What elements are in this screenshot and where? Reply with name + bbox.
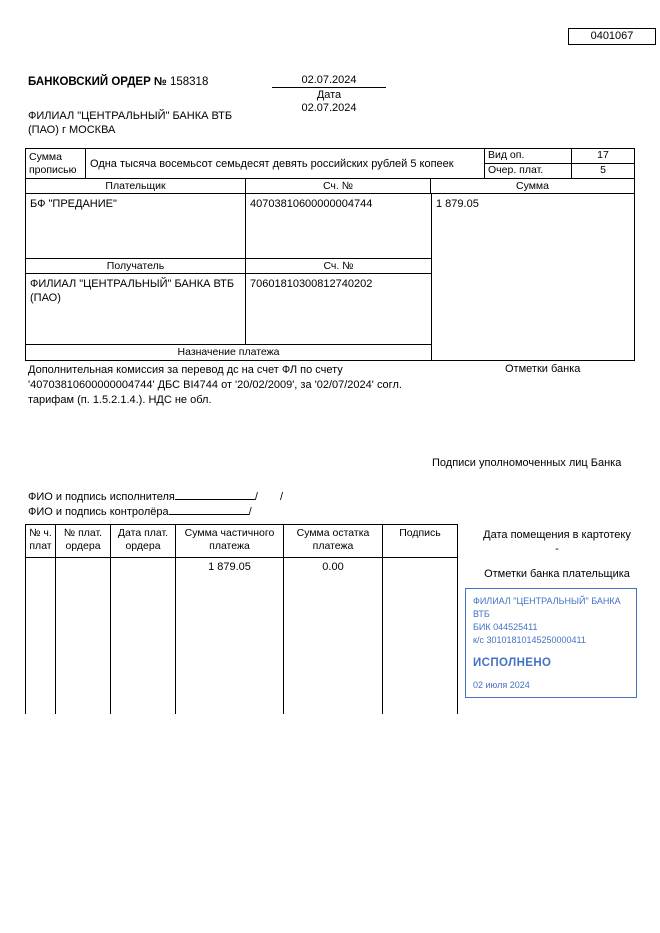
payee-header: Получатель: [26, 259, 246, 273]
sum-value: 1 879.05: [431, 194, 634, 360]
payer-row: [26, 194, 431, 259]
amount-label-line2: прописью: [29, 164, 77, 177]
payee-account-header: Сч. №: [323, 260, 354, 272]
purpose-header: Назначение платежа: [177, 346, 280, 358]
col-header-partial-sum: Сумма частичного платежа: [176, 525, 284, 558]
controller-label: ФИО и подпись контролёра: [28, 506, 169, 518]
ocher-plat-value: 5: [600, 164, 606, 176]
issuer-bank-name: [28, 110, 232, 138]
ocher-plat-label: Очер. плат.: [485, 164, 572, 178]
stamp-bik: БИК 044525411: [473, 622, 538, 633]
card-file-label: Дата помещения в картотеку: [483, 529, 631, 541]
table-cell-empty: [111, 558, 176, 714]
payer-header-band: [26, 179, 634, 194]
parties-section: [26, 194, 634, 360]
ocher-plat-row: [485, 164, 634, 178]
vid-op-row: [485, 149, 634, 164]
bank-marks-label: Отметки банка: [505, 363, 581, 375]
partial-payments-table: [25, 524, 458, 714]
payer-account: 40703810600000004744: [250, 198, 373, 210]
parties-left: [26, 194, 431, 360]
amount-row: [26, 149, 634, 179]
purpose-text: Дополнительная комиссия за перевод дс на счет ФЛ по счету '40703810600000004744' ДБС ВI4744 от '20/02/2009', за '02/07/2024' согл. тарифам (п. 1.5.2.1.4.). НДС не обл.: [28, 364, 402, 406]
amount-in-words: Одна тысяча восемьсот семьдесят девять российских рублей 5 копеек: [90, 157, 454, 170]
stamp-status: ИСПОЛНЕНО: [473, 657, 552, 670]
issuer-bank-name-line2: (ПАО) г МОСКВА: [28, 123, 116, 136]
table-cell-empty: [56, 558, 111, 714]
operation-type-block: [484, 149, 634, 178]
stamp-bank-name: ФИЛИАЛ "ЦЕНТРАЛЬНЫЙ" БАНКА ВТБ: [473, 596, 621, 620]
amount-label-line1: Сумма: [29, 151, 62, 163]
bank-stamp: [465, 588, 637, 698]
payee-row: [26, 274, 431, 345]
payee-header-band: [26, 259, 431, 274]
slash: /: [248, 506, 252, 518]
payee-account: 70601810300812740202: [250, 278, 373, 290]
controller-signature-blank: [169, 504, 249, 515]
sum-header: Сумма: [516, 180, 549, 192]
col-header-order-number: № плат. ордера: [56, 525, 111, 558]
slash: /: [279, 491, 284, 503]
col-header-remainder-sum: Сумма остатка платежа: [284, 525, 383, 558]
order-number: 158318: [169, 76, 209, 88]
card-file-section: [476, 528, 638, 557]
partial-payments-value-row: [26, 558, 458, 714]
partial-sum-value: 1 879.05: [176, 558, 284, 714]
payer-bank-marks-label: Отметки банка плательщика: [484, 568, 630, 580]
vid-op-value: 17: [597, 149, 609, 161]
date-block: [272, 74, 386, 114]
payee-name: ФИЛИАЛ "ЦЕНТРАЛЬНЫЙ" БАНКА ВТБ (ПАО): [26, 274, 246, 344]
date-value: 02.07.2024: [272, 74, 386, 88]
payer-name: БФ "ПРЕДАНИЕ": [26, 194, 246, 258]
document-title: [28, 76, 208, 88]
date-label: Дата: [316, 89, 342, 101]
table-cell-empty: [383, 558, 458, 714]
form-code-box: [568, 28, 656, 45]
executor-signature-blank: [175, 489, 255, 500]
form-code: 0401067: [590, 30, 634, 42]
stamp-corr-account: к/с 30101810145250000411: [473, 635, 586, 646]
title-label: БАНКОВСКИЙ ОРДЕР №: [28, 76, 167, 88]
executor-signature-line: [28, 489, 283, 503]
col-header-part-number: № ч. плат: [26, 525, 56, 558]
remainder-sum-value: 0.00: [284, 558, 383, 714]
partial-payments-header-row: [26, 525, 458, 558]
executor-label: ФИО и подпись исполнителя: [28, 491, 175, 503]
col-header-order-date: Дата плат. ордера: [111, 525, 176, 558]
slash: /: [254, 491, 258, 503]
stamp-date: 02 июля 2024: [473, 680, 530, 691]
date-value-2: 02.07.2024: [301, 102, 357, 114]
card-file-value: -: [555, 543, 559, 556]
vid-op-label: Вид оп.: [485, 149, 572, 163]
controller-signature-line: [28, 504, 252, 518]
bank-signatures-label: Подписи уполномоченных лиц Банка: [432, 457, 622, 469]
main-table: [25, 148, 635, 361]
table-cell-empty: [26, 558, 56, 714]
issuer-bank-name-line1: ФИЛИАЛ "ЦЕНТРАЛЬНЫЙ" БАНКА ВТБ: [28, 110, 233, 122]
amount-in-words-label: [26, 149, 86, 178]
payer-header: Плательщик: [26, 179, 246, 193]
payer-account-header: Сч. №: [246, 179, 431, 193]
col-header-signature: Подпись: [383, 525, 458, 558]
